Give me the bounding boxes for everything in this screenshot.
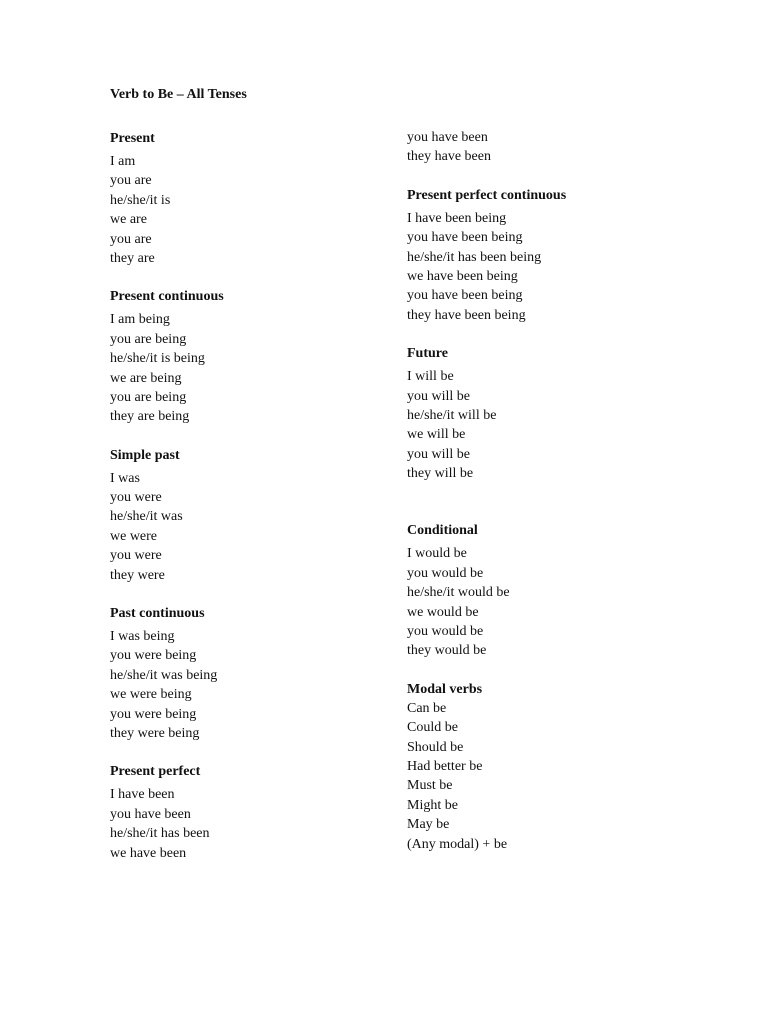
conjugation-line: he/she/it would be (407, 585, 510, 601)
section-conditional (407, 521, 566, 660)
conjugation-line: we were (110, 528, 158, 544)
section-modal-verbs (407, 680, 566, 854)
section-past-continuous (110, 604, 224, 743)
conjugation-line: Should be (407, 739, 464, 755)
conjugation-line: he/she/it will be (407, 407, 497, 423)
conjugation-line: they were (110, 567, 165, 583)
conjugation-line: we have been being (407, 268, 518, 284)
conjugation-line: you will be (407, 388, 470, 404)
document-title: Verb to Be – All Tenses (110, 87, 247, 102)
conjugation-line: I was (110, 470, 140, 486)
conjugation-line: you have been (407, 130, 488, 145)
conjugation-line: I was being (110, 629, 175, 645)
conjugation-line: they were being (110, 725, 200, 741)
conjugation-line: Had better be (407, 758, 483, 774)
right-column (407, 128, 566, 854)
conjugation-line: you will be (407, 446, 470, 462)
conjugation-line: you have been being (407, 230, 523, 246)
conjugation-line: he/she/it has been (110, 826, 210, 842)
conjugation-line: we are being (110, 370, 182, 386)
section-present-continuous (110, 287, 224, 426)
conjugation-line: I have been being (407, 210, 507, 226)
conjugation-line: you have been (110, 806, 191, 822)
conjugation-line: you were being (110, 706, 197, 722)
conjugation-line: we were being (110, 687, 192, 703)
section-heading: Present continuous (110, 289, 224, 305)
conjugation-line: he/she/it was (110, 509, 183, 525)
conjugation-line: he/she/it is being (110, 351, 205, 367)
conjugation-line: you would be (407, 565, 484, 581)
conjugation-line: you were (110, 548, 162, 564)
conjugation-line: they are (110, 250, 155, 266)
conjugation-line: Must be (407, 778, 453, 794)
conjugation-line: you were being (110, 648, 197, 664)
conjugation-line: you have been being (407, 288, 523, 304)
conjugation-line: you are being (110, 331, 187, 347)
conjugation-line: Might be (407, 797, 458, 813)
conjugation-line: you are (110, 173, 152, 189)
section-heading: Present perfect continuous (407, 187, 567, 203)
conjugation-line: I have been (110, 787, 175, 803)
conjugation-line: he/she/it has been being (407, 249, 542, 265)
section-present-perfect-continuous (407, 186, 566, 325)
conjugation-line: (Any modal) + be (407, 836, 508, 852)
conjugation-line: we will be (407, 427, 466, 443)
conjugation-line: they will be (407, 466, 474, 482)
conjugation-line: I will be (407, 369, 454, 385)
conjugation-line: they have been (407, 149, 491, 165)
conjugation-line: he/she/it was being (110, 667, 218, 683)
conjugation-line: I would be (407, 546, 467, 562)
section-present-perfect-continued (407, 128, 566, 167)
conjugation-line: May be (407, 817, 450, 833)
conjugation-line: Can be (407, 700, 447, 716)
conjugation-line: we have been (110, 845, 187, 861)
conjugation-line: you would be (407, 624, 484, 640)
section-heading: Future (407, 346, 448, 362)
section-heading: Modal verbs (407, 681, 483, 697)
conjugation-line: you are (110, 231, 152, 247)
section-present-perfect (110, 762, 224, 863)
conjugation-line: I am (110, 154, 136, 169)
conjugation-line: we would be (407, 604, 479, 620)
conjugation-line: we are (110, 212, 147, 228)
conjugation-line: Could be (407, 720, 458, 736)
section-future (407, 344, 566, 483)
section-simple-past (110, 446, 224, 585)
conjugation-line: he/she/it is (110, 192, 171, 208)
section-heading: Present (110, 131, 155, 146)
section-present (110, 129, 224, 268)
section-heading: Past continuous (110, 606, 205, 622)
conjugation-line: I am being (110, 312, 170, 328)
section-heading: Present perfect (110, 764, 201, 780)
conjugation-line: they would be (407, 643, 487, 659)
conjugation-line: they are being (110, 409, 190, 425)
conjugation-line: you were (110, 490, 162, 506)
conjugation-line: they have been being (407, 307, 526, 323)
section-heading: Conditional (407, 523, 478, 539)
left-column (110, 129, 224, 863)
conjugation-line: you are being (110, 389, 187, 405)
section-heading: Simple past (110, 447, 180, 463)
